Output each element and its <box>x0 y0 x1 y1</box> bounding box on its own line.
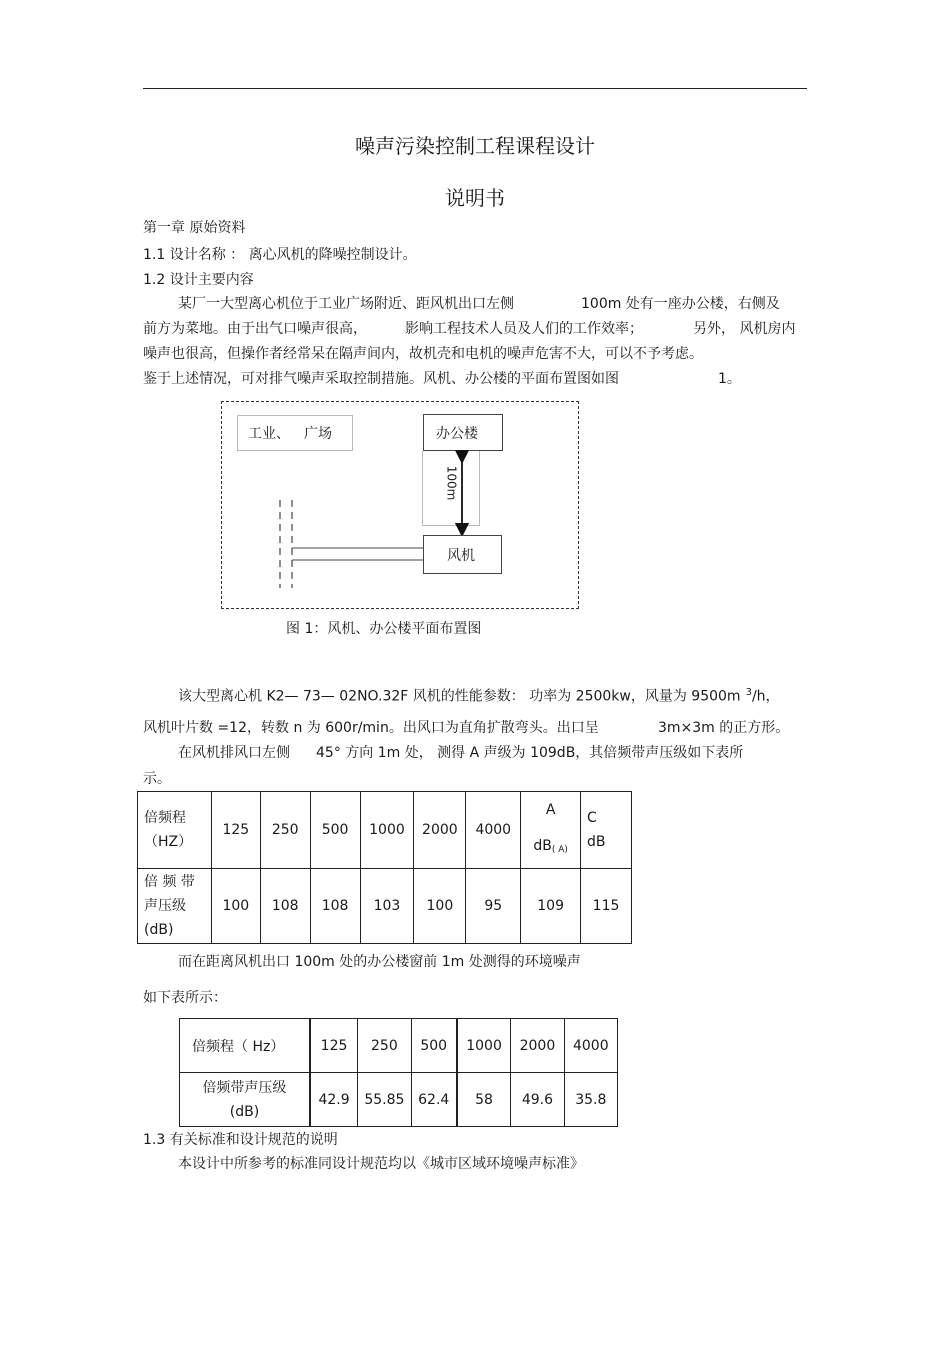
table1-freq-cell: 4000 <box>466 792 521 869</box>
table2-freq-cell: 2000 <box>511 1019 564 1073</box>
p1-line4b: 1。 <box>718 371 741 387</box>
table1-a-sub: ( A) <box>551 845 568 855</box>
p3-line1: 而在距离风机出口 100m 处的办公楼窗前 1m 处测得的环境噪声 <box>178 954 581 970</box>
table1-a-bottom <box>521 828 580 868</box>
table1-value-cell: 109 <box>521 869 581 944</box>
section-1-3: 1.3 有关标准和设计规范的说明 <box>143 1132 338 1148</box>
table2-freq-cell: 500 <box>411 1019 457 1073</box>
table1-c-weighted-header <box>581 792 632 869</box>
p1-line2a: 前方为菜地。由于出气口噪声很高， <box>143 321 367 337</box>
doc-subtitle: 说明书 <box>445 186 505 210</box>
table2-value-cell: 35.8 <box>564 1073 617 1127</box>
square-label: 广场 <box>304 426 332 442</box>
table1-header-label <box>138 792 212 869</box>
table2-value-cell: 62.4 <box>411 1073 457 1127</box>
table1-row-line2: 声压级 <box>144 898 186 914</box>
p2-line1-unit: /h， <box>751 688 780 705</box>
table1-c-top: C <box>587 810 597 826</box>
table2-freq-cell: 1000 <box>457 1019 511 1073</box>
table1-value-cell: 115 <box>581 869 632 944</box>
table1-value-row <box>138 869 632 944</box>
table2-row-label <box>180 1073 310 1127</box>
table2-row-line2: (dB) <box>229 1103 260 1120</box>
table1-header-row <box>138 792 632 869</box>
p2-line3a: 在风机排风口左侧 <box>178 745 290 761</box>
table2-freq-cell: 4000 <box>564 1019 617 1073</box>
p1-line1a: 某厂一大型离心机位于工业广场附近、距风机出口左侧 <box>178 296 514 312</box>
section-1-2: 1.2 设计主要内容 <box>143 272 254 288</box>
p2-line4: 示。 <box>143 771 171 787</box>
table1-row-line1: 倍 频 带 <box>144 874 195 890</box>
header-rule <box>143 88 807 89</box>
section-1-1: 1.1 设计名称 ： 离心风机的降噪控制设计。 <box>143 247 417 263</box>
table1-row-line3: (dB) <box>144 922 174 938</box>
p1-line2c: 另外， 风机房内 <box>693 321 796 337</box>
p2-line3b: 45° 方向 1m 处， 测得 A 声级为 109dB，其倍频带声压级如下表所 <box>316 745 744 761</box>
table1-row-label <box>138 869 212 944</box>
p2-line2a: 风机叶片数 =12，转数 n 为 600r/min。出风口为直角扩散弯头。出口呈 <box>143 720 599 736</box>
table1-freq-cell: 500 <box>310 792 360 869</box>
diagram-lines <box>222 402 580 610</box>
figure-caption: 图 1：风机、办公楼平面布置图 <box>286 621 482 637</box>
p2-line1 <box>178 684 780 706</box>
table2-value-row <box>180 1073 618 1127</box>
fan-box <box>423 535 502 574</box>
table1-header-line1: 倍频程 <box>144 810 186 826</box>
site-layout-diagram <box>221 401 579 609</box>
office-label: 办公楼 <box>436 426 478 442</box>
p3-line2: 如下表所示： <box>143 990 227 1006</box>
table1-value-cell: 108 <box>310 869 360 944</box>
table2-header-row <box>180 1019 618 1073</box>
table1-a-top: A <box>545 802 556 818</box>
table1-freq-cell: 250 <box>260 792 310 869</box>
doc-title: 噪声污染控制工程课程设计 <box>355 134 595 158</box>
table1-freq-cell: 2000 <box>414 792 466 869</box>
table2-header-label: 倍频程（ Hz） <box>180 1019 310 1073</box>
p4-line1: 本设计中所参考的标准同设计规范均以《城市区域环境噪声标准》 <box>178 1156 584 1172</box>
table1-value-cell: 100 <box>414 869 466 944</box>
table1-freq-cell: 1000 <box>360 792 414 869</box>
table2-value-cell: 55.85 <box>358 1073 411 1127</box>
table1-a-weighted-header <box>521 792 581 869</box>
p2-superscript: 3 <box>745 687 752 698</box>
table1-freq-cell: 125 <box>211 792 260 869</box>
p2-line2b: 3m×3m 的正方形。 <box>658 720 790 736</box>
table1-value-cell: 100 <box>211 869 260 944</box>
p1-line1b: 100m 处有一座办公楼，右侧及 <box>581 296 780 312</box>
p2-line1-text: 该大型离心机 K2— 73— 02NO.32F 风机的性能参数： 功率为 2500kw，风量为 9500m <box>178 688 741 705</box>
office-noise-table <box>179 1018 618 1127</box>
table1-a-unit: dB <box>533 838 552 854</box>
fan-label: 风机 <box>447 548 475 564</box>
table1-value-cell: 103 <box>360 869 414 944</box>
table2-value-cell: 58 <box>457 1073 511 1127</box>
table1-c-bottom: dB <box>587 834 606 850</box>
industrial-label: 工业、 <box>248 426 290 442</box>
table1-value-cell: 108 <box>260 869 310 944</box>
p1-line3: 噪声也很高，但操作者经常呆在隔声间内，故机壳和电机的噪声危害不大，可以不予考虑。 <box>143 346 703 362</box>
table1-value-cell: 95 <box>466 869 521 944</box>
table2-freq-cell: 125 <box>310 1019 358 1073</box>
p1-line4a: 鉴于上述情况，可对排气噪声采取控制措施。风机、办公楼的平面布置图如图 <box>143 371 619 387</box>
table2-value-cell: 49.6 <box>511 1073 564 1127</box>
distance-label: 100m <box>444 465 459 501</box>
chapter-heading: 第一章 原始资料 <box>143 220 246 236</box>
table1-header-line2: （HZ） <box>144 834 193 850</box>
table2-freq-cell: 250 <box>358 1019 411 1073</box>
octave-band-table-1 <box>137 791 632 944</box>
table2-row-line1: 倍频带声压级 <box>202 1079 287 1096</box>
table2-value-cell: 42.9 <box>310 1073 358 1127</box>
p1-line2b: 影响工程技术人员及人们的工作效率； <box>405 321 643 337</box>
